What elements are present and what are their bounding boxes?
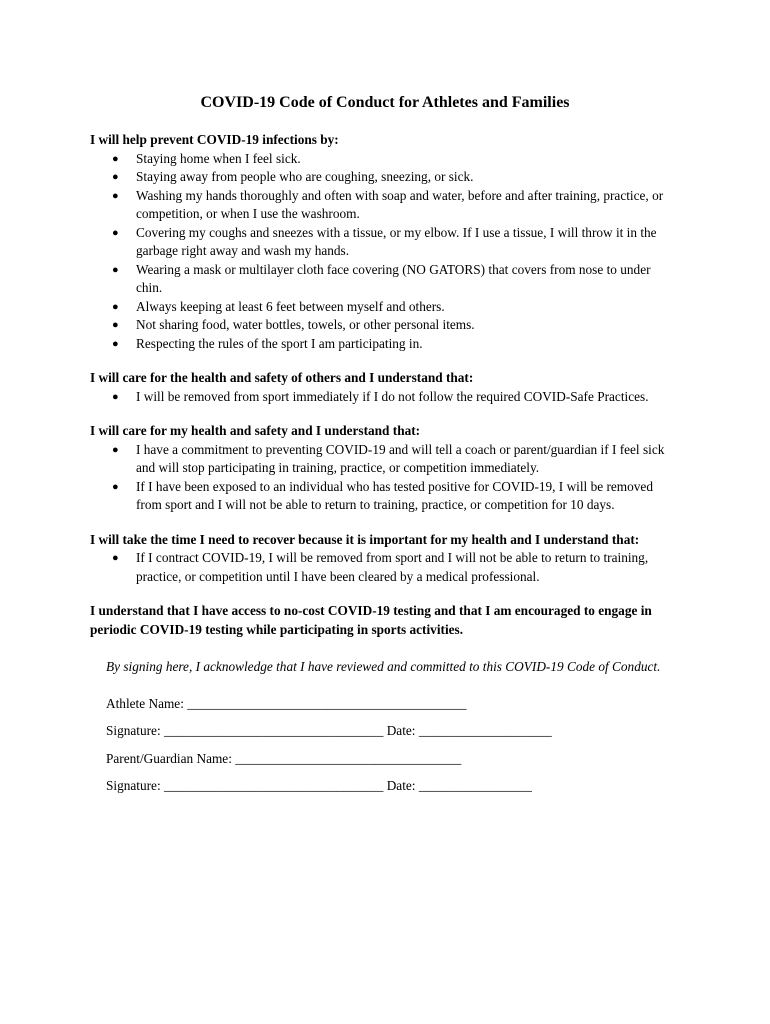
bullet-icon: ● — [112, 263, 119, 276]
bullet-icon: ● — [112, 319, 119, 331]
list-item — [112, 150, 680, 169]
section-health-of-others — [90, 369, 680, 406]
section-my-health — [90, 422, 680, 515]
section-heading: I will care for the health and safety of others and I understand that: — [90, 370, 474, 385]
acknowledgement-text: By signing here, I acknowledge that I have reviewed and committed to this COVID-19 Code of Conduct. — [106, 659, 661, 674]
parent-signature-field[interactable]: Signature: _________________________________ Date: _________________ — [106, 778, 532, 793]
section-recovery — [90, 531, 680, 587]
list-item-text: Staying away from people who are coughing, sneezing, or sick. — [136, 169, 474, 184]
testing-statement: I understand that I have access to no-cost COVID-19 testing and that I am encouraged to engage in periodic COVID-19 testing while participating in sports activities. — [90, 603, 652, 637]
bullet-list — [90, 441, 680, 515]
section-heading: I will help prevent COVID-19 infections by: — [90, 132, 339, 147]
bullet-icon: ● — [112, 152, 119, 165]
section-prevent-infections — [90, 131, 680, 353]
list-item-text: Staying home when I feel sick. — [136, 150, 301, 166]
list-item-text: Respecting the rules of the sport I am participating in. — [136, 335, 423, 351]
list-item — [112, 478, 680, 515]
bullet-icon: ● — [112, 443, 119, 456]
athlete-signature-field[interactable]: Signature: _________________________________ Date: ____________________ — [106, 723, 552, 738]
list-item-text: I will be removed from sport immediately if I do not follow the required COVID-Safe Practices. — [136, 388, 649, 404]
bullet-icon: ● — [112, 390, 119, 403]
bullet-icon: ● — [112, 226, 119, 239]
list-item-text: Covering my coughs and sneezes with a tissue, or my elbow. If I use a tissue, I will throw it in the garbage right away and wash my hands. — [136, 224, 657, 258]
list-item-text: Always keeping at least 6 feet between myself and others. — [136, 298, 445, 314]
bullet-list — [90, 549, 680, 586]
athlete-name-field[interactable]: Athlete Name: __________________________________________ — [106, 695, 467, 711]
list-item — [112, 187, 680, 224]
bullet-list — [90, 388, 680, 407]
bullet-icon: ● — [112, 189, 119, 202]
list-item-text: I have a commitment to preventing COVID-19 and will tell a coach or parent/guardian if I feel sick and will stop participating in training, practice, or competition immediately. — [136, 441, 665, 475]
list-item-text: Not sharing food, water bottles, towels, or other personal items. — [136, 317, 475, 332]
document-title: COVID-19 Code of Conduct for Athletes and Families — [200, 94, 570, 111]
list-item — [112, 298, 680, 317]
bullet-icon: ● — [112, 337, 119, 350]
section-heading: I will take the time I need to recover because it is important for my health and I understand that: — [90, 531, 640, 547]
list-item — [112, 549, 680, 586]
parent-guardian-name-field[interactable]: Parent/Guardian Name: __________________________________ — [106, 750, 462, 766]
bullet-icon: ● — [112, 171, 119, 183]
list-item-text: If I have been exposed to an individual who has tested positive for COVID-19, I will be removed from sport and I will not be able to return to training, practice, or competition for 10 days. — [136, 478, 653, 512]
section-heading: I will care for my health and safety and I understand that: — [90, 423, 421, 438]
bullet-list — [90, 150, 680, 354]
list-item — [112, 441, 680, 478]
list-item — [112, 168, 680, 187]
list-item-text: Wearing a mask or multilayer cloth face covering (NO GATORS) that covers from nose to under chin. — [136, 261, 651, 295]
bullet-icon: ● — [112, 300, 119, 313]
bullet-icon: ● — [112, 552, 119, 564]
signature-block — [90, 695, 680, 796]
list-item — [112, 335, 680, 354]
bullet-icon: ● — [112, 480, 119, 493]
list-item-text: If I contract COVID-19, I will be removed from sport and I will not be able to return to training, practice, or competition until I have been cleared by a medical professional. — [136, 550, 649, 584]
list-item — [112, 388, 680, 407]
list-item — [112, 224, 680, 261]
list-item — [112, 316, 680, 335]
list-item — [112, 261, 680, 298]
list-item-text: Washing my hands thoroughly and often with soap and water, before and after training, practice, or competition, or when I use the washroom. — [136, 187, 664, 221]
